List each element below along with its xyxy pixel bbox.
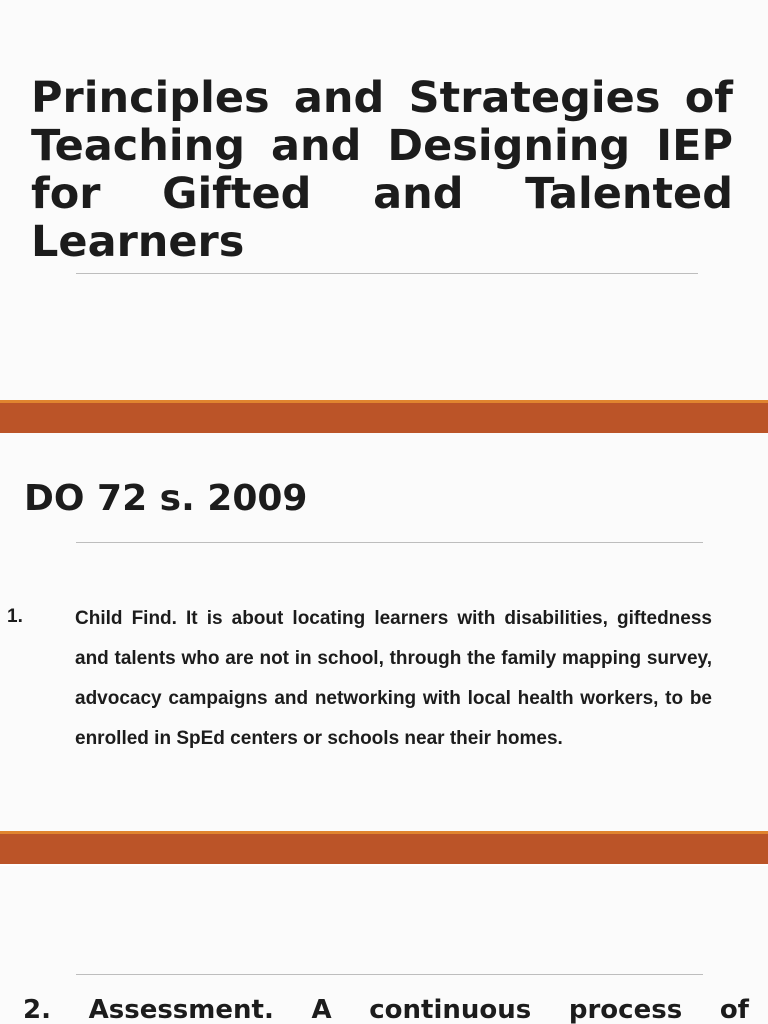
slide-title: DO 72 s. 2009	[24, 478, 308, 519]
slide-separator-band	[0, 400, 768, 433]
title-divider	[76, 273, 698, 274]
title-divider	[76, 974, 703, 975]
list-item-number: 1.	[7, 606, 23, 627]
title-divider	[76, 542, 703, 543]
slide-3	[0, 866, 768, 1024]
slide-separator-band	[0, 831, 768, 864]
slide-2	[0, 433, 768, 831]
list-item-text: Child Find. It is about locating learners with disabilities, giftedness and talents who are not in school, through the family mapping survey, advocacy campaigns and networking with local health workers, to be enrolled in SpEd centers or schools near their homes.	[75, 608, 712, 749]
slide-1	[0, 0, 768, 400]
slide-title: Principles and Strategies of Teaching and Designing IEP for Gifted and Talented Learners	[31, 73, 733, 267]
list-item-text: 2. Assessment. A continuous process of	[23, 995, 749, 1024]
